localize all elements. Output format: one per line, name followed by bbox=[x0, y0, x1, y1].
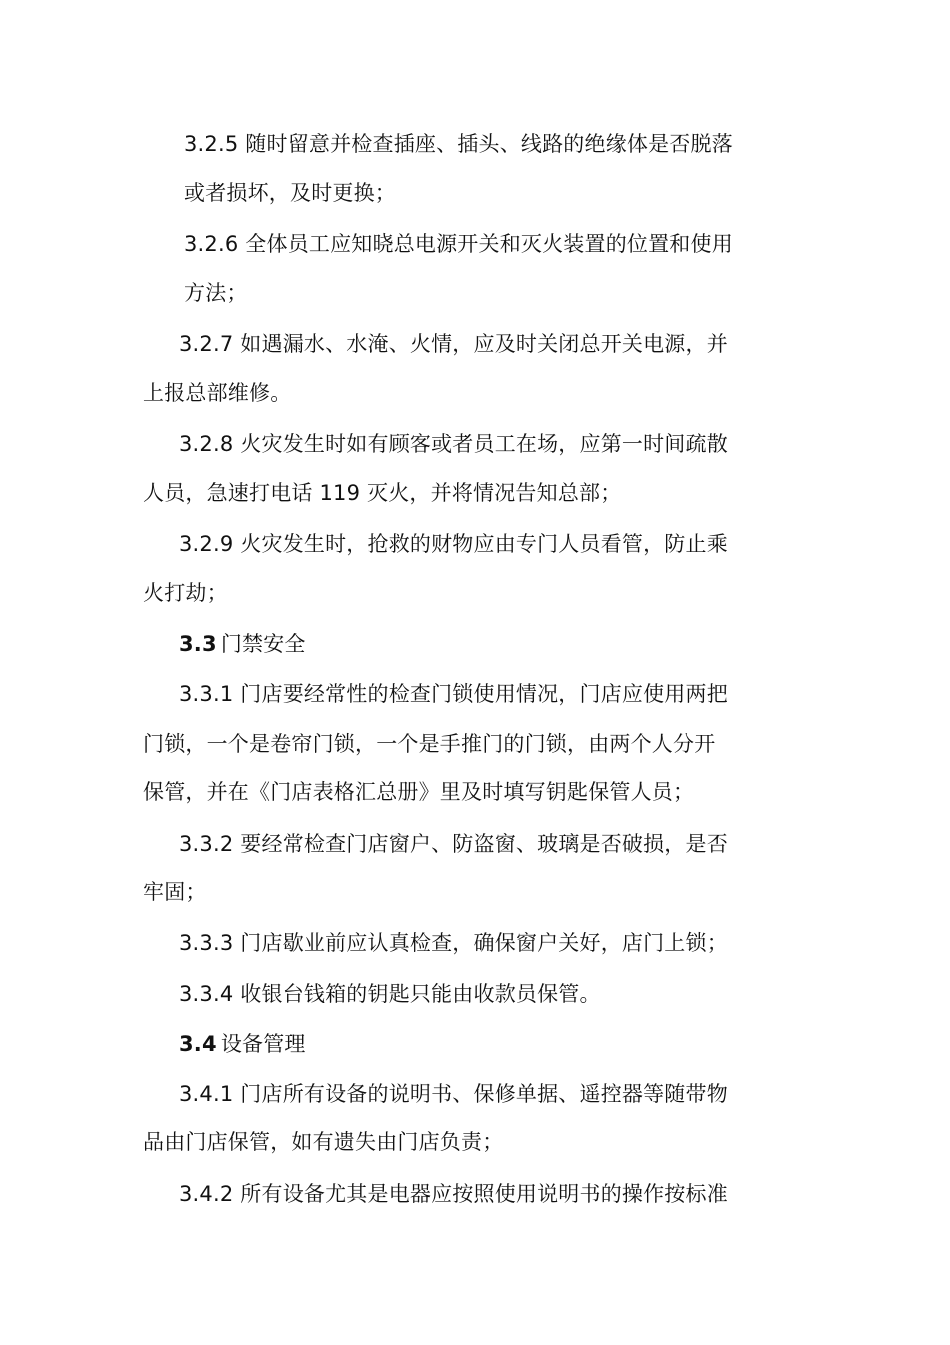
paragraph-line: 人员，急速打电话 119 灭火，并将情况告知总部； bbox=[143, 481, 622, 505]
paragraph-line: 3.3.3 门店歇业前应认真检查，确保窗户关好，店门上锁； bbox=[179, 931, 728, 955]
section-title: 设备管理 bbox=[220, 1032, 306, 1056]
paragraph-line: 3.3.4 收银台钱箱的钥匙只能由收款员保管。 bbox=[179, 982, 601, 1006]
section-number: 3.3 bbox=[179, 632, 217, 656]
paragraph-line: 上报总部维修。 bbox=[143, 381, 292, 405]
section-title: 门禁安全 bbox=[220, 632, 306, 656]
paragraph-line: 品由门店保管，如有遗失由门店负责； bbox=[143, 1130, 504, 1154]
paragraph-line: 3.2.5 随时留意并检查插座、插头、线路的绝缘体是否脱落 bbox=[184, 132, 733, 156]
paragraph-line: 3.4.2 所有设备尤其是电器应按照使用说明书的操作按标准 bbox=[179, 1182, 728, 1206]
section-number: 3.4 bbox=[179, 1032, 217, 1056]
paragraph-line: 3.3.2 要经常检查门店窗户、防盗窗、玻璃是否破损，是否 bbox=[179, 832, 728, 856]
paragraph-line: 或者损坏，及时更换； bbox=[184, 181, 396, 205]
paragraph-line: 3.2.7 如遇漏水、水淹、火情，应及时关闭总开关电源，并 bbox=[179, 332, 728, 356]
paragraph-line: 3.3.1 门店要经常性的检查门锁使用情况，门店应使用两把 bbox=[179, 682, 728, 706]
paragraph-line: 3.2.6 全体员工应知晓总电源开关和灭火装置的位置和使用 bbox=[184, 232, 733, 256]
section-heading-3-3 bbox=[179, 631, 306, 657]
paragraph-line: 牢固； bbox=[143, 880, 207, 904]
paragraph-line: 3.2.9 火灾发生时，抢救的财物应由专门人员看管，防止乘 bbox=[179, 532, 728, 556]
paragraph-line: 3.2.8 火灾发生时如有顾客或者员工在场，应第一时间疏散 bbox=[179, 432, 728, 456]
paragraph-line: 火打劫； bbox=[143, 581, 228, 605]
paragraph-line: 门锁，一个是卷帘门锁，一个是手推门的门锁，由两个人分开 bbox=[143, 732, 716, 756]
paragraph-line: 方法； bbox=[184, 281, 248, 305]
section-heading-3-4 bbox=[179, 1031, 306, 1057]
paragraph-line: 3.4.1 门店所有设备的说明书、保修单据、遥控器等随带物 bbox=[179, 1082, 728, 1106]
paragraph-line: 保管，并在《门店表格汇总册》里及时填写钥匙保管人员； bbox=[143, 780, 695, 804]
